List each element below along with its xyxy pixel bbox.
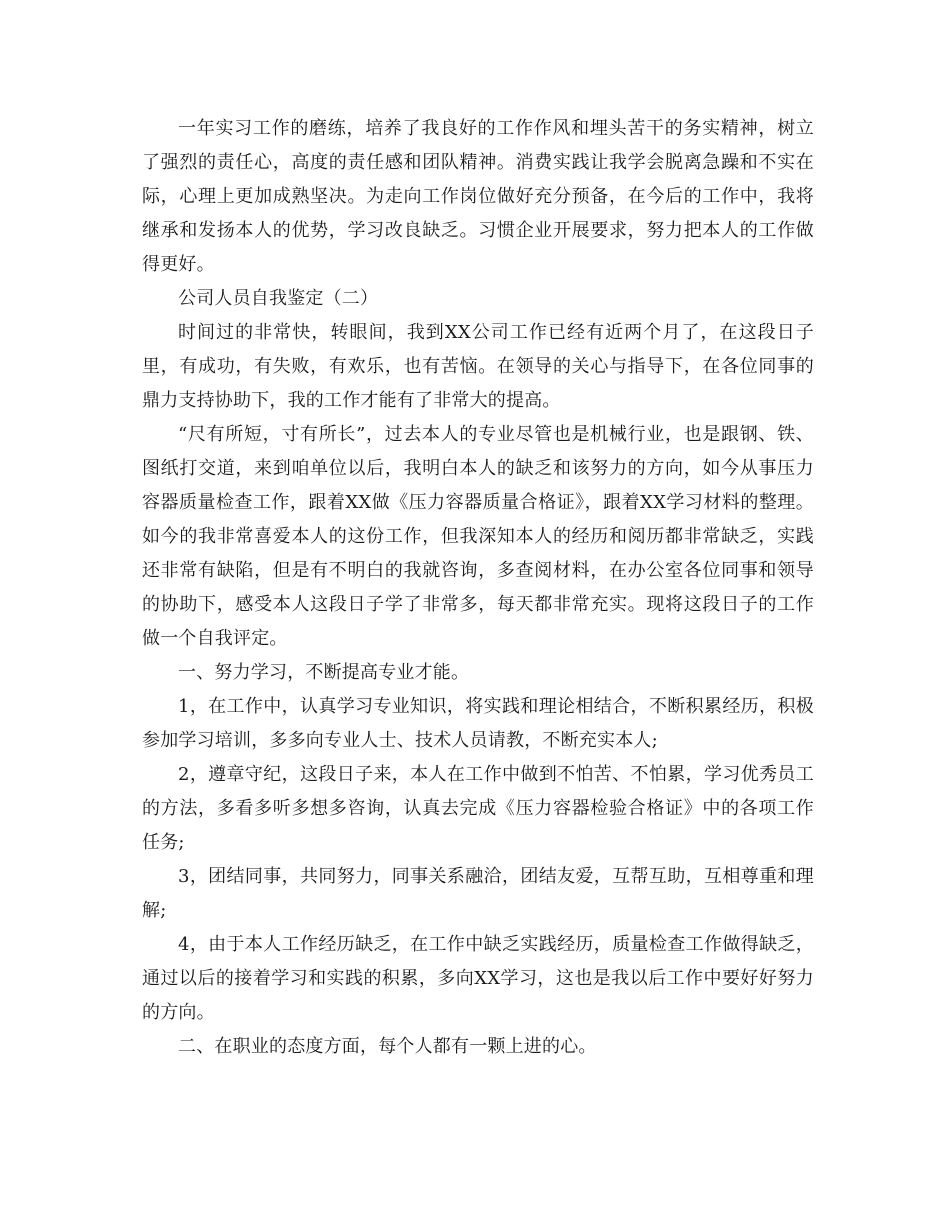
- list-item-4: 4，由于本人工作经历缺乏，在工作中缺乏实践经历，质量检查工作做得缺乏，通过以后的接着学习和实践的积累，多向XX学习，这也是我以后工作中要好好努力的方向。: [142, 934, 814, 1023]
- paragraph-internship-summary: 一年实习工作的磨练，培养了我良好的工作作风和埋头苦干的务实精神，树立了强烈的责任心，高度的责任感和团队精神。消费实践让我学会脱离急躁和不实在际，心理上更加成熟坚决。为走向工作岗位做好充分预备，在今后的工作中，我将继承和发扬本人的优势，学习改良缺乏。习惯企业开展要求，努力把本人的工作做得更好。: [142, 118, 814, 275]
- section-heading-self-appraisal-2: 公司人员自我鉴定（二）: [178, 288, 379, 309]
- list-item-2: 2，遵章守纪，这段日子来，本人在工作中做到不怕苦、不怕累，学习优秀员工的方法，多看多听多想多咨询，认真去完成《压力容器检验合格证》中的各项工作任务;: [142, 764, 814, 853]
- list-item-1: 1，在工作中，认真学习专业知识，将实践和理论相结合，不断积累经历，积极参加学习培训，多多向专业人士、技术人员请教，不断充实本人;: [142, 696, 814, 751]
- paragraph-intro: 时间过的非常快，转眼间，我到XX公司工作已经有近两个月了，在这段日子里，有成功，有失败，有欢乐，也有苦恼。在领导的关心与指导下，在各位同事的鼎力支持协助下，我的工作才能有了非常大的提高。: [142, 322, 814, 411]
- heading-point-one: 一、努力学习，不断提高专业才能。: [178, 662, 470, 683]
- heading-point-two: 二、在职业的态度方面，每个人都有一颗上进的心。: [178, 1036, 597, 1057]
- document-page: [142, 112, 814, 1064]
- list-item-3: 3，团结同事，共同努力，同事关系融洽，团结友爱，互帮互助，互相尊重和理解;: [142, 866, 814, 921]
- paragraph-strengths-weaknesses: “尺有所短，寸有所长”，过去本人的专业尽管也是机械行业，也是跟钢、铁、图纸打交道，来到咱单位以后，我明白本人的缺乏和该努力的方向，如今从事压力容器质量检查工作，跟着XX做《压力容器质量合格证》，跟着XX学习材料的整理。如今的我非常喜爱本人的这份工作，但我深知本人的经历和阅历都非常缺乏，实践还非常有缺陷，但是有不明白的我就咨询，多查阅材料，在办公室各位同事和领导的协助下，感受本人这段日子学了非常多，每天都非常充实。现将这段日子的工作做一个自我评定。: [142, 424, 814, 649]
